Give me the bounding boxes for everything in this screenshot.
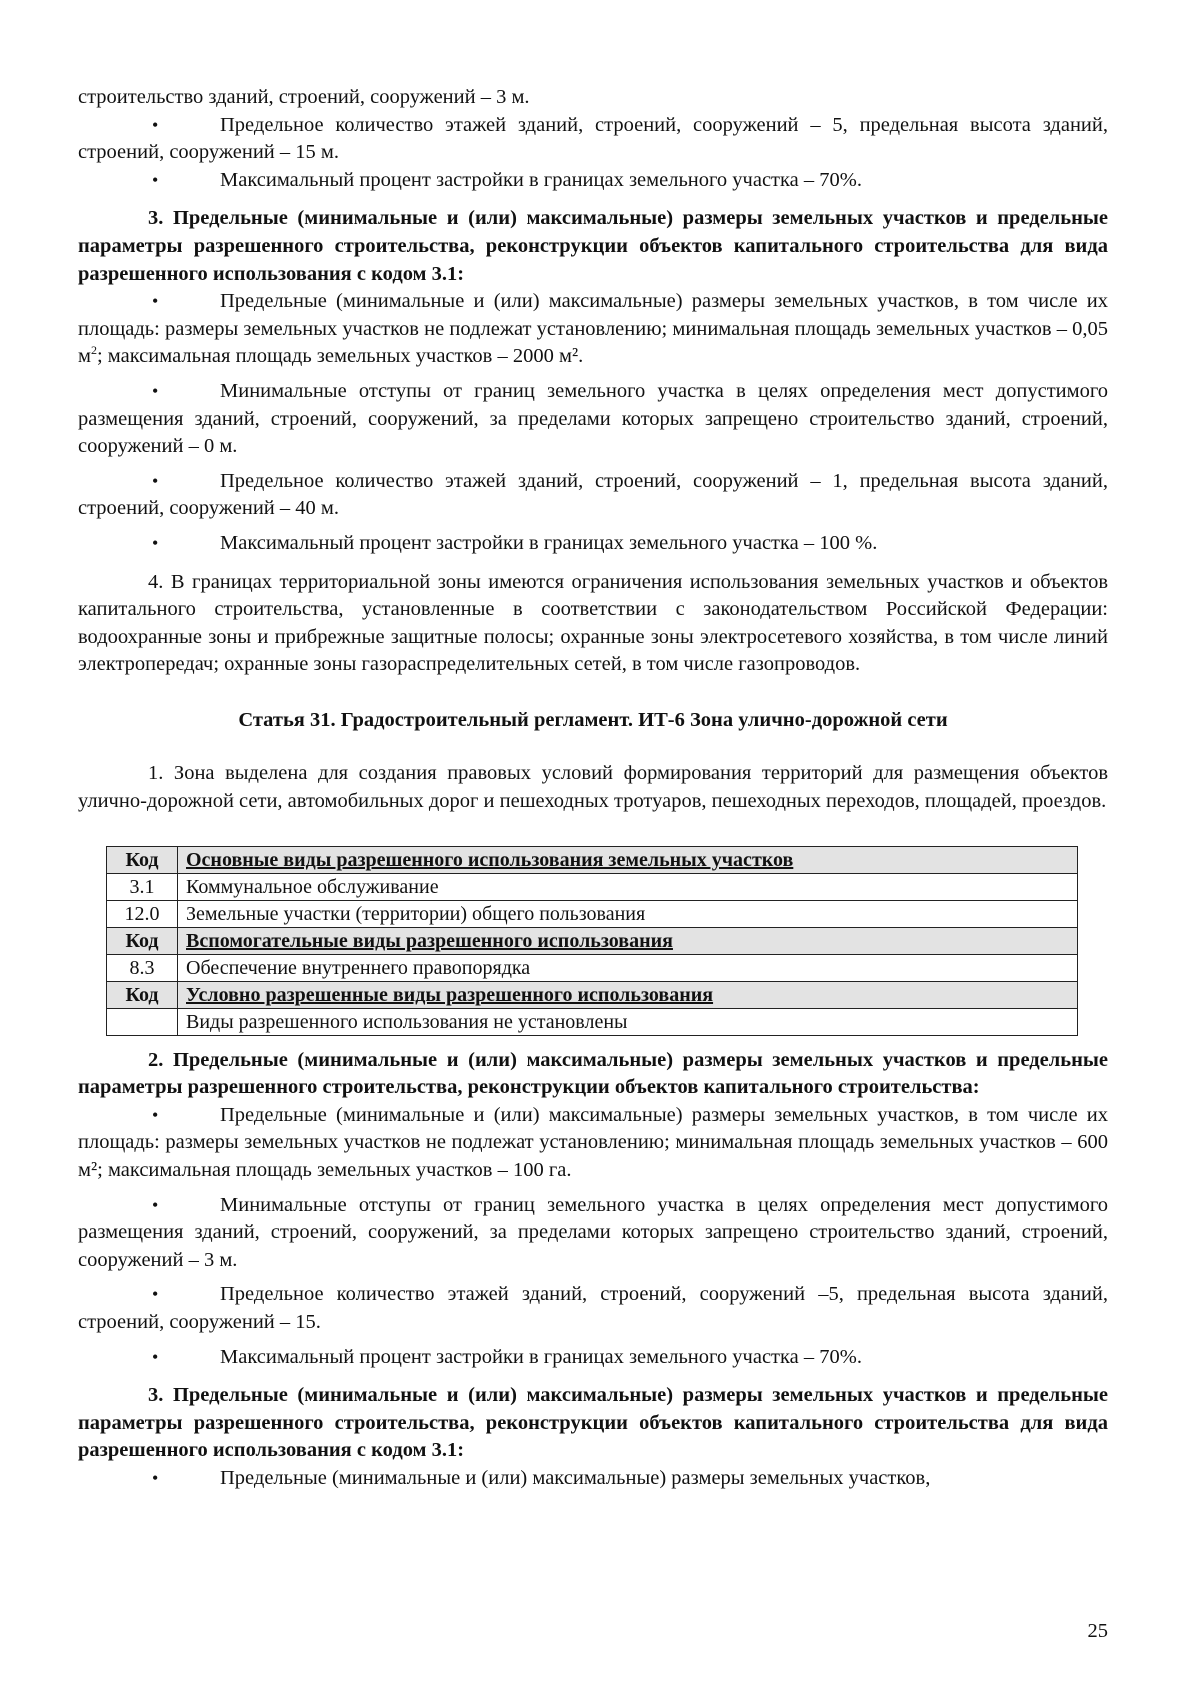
table-row	[107, 900, 1078, 927]
bullet-icon: •	[152, 1194, 159, 1215]
table-cell-text: Основные виды разрешенного использования земельных участков	[178, 846, 1078, 873]
bullet-icon: •	[152, 470, 159, 491]
table-cell-code: Код	[107, 846, 178, 873]
bullet-item: • Минимальные отступы от границ земельного участка в целях определения мест допустимого размещения зданий, строений, сооружений, за пределами которых запрещено строительство зданий, строений, сооружений – 3 м.	[78, 1193, 1108, 1271]
table-cell-code: 12.0	[107, 900, 178, 927]
continuation-line: строительство зданий, строений, сооружений – 3 м.	[78, 86, 530, 108]
section-heading: 3. Предельные (минимальные и (или) максимальные) размеры земельных участков и предельные параметры разрешенного строительства, реконструкции объектов капитального строительства для вида разрешенного использования с кодом 3.1:	[78, 207, 1108, 285]
bullet-icon: •	[152, 169, 159, 190]
article-paragraph: 1. Зона выделена для создания правовых условий формирования территорий для размещения объектов улично-дорожной сети, автомобильных дорог и пешеходных тротуаров, пешеходных переходов, площадей, проездов.	[78, 762, 1108, 813]
table-header-row	[107, 981, 1078, 1008]
table-cell-text: Виды разрешенного использования не установлены	[178, 1008, 1078, 1035]
bullet-icon: •	[152, 1284, 159, 1305]
paragraph-restrictions: 4. В границах территориальной зоны имеются ограничения использования земельных участков и объектов капитального строительства, установленные в соответствии с законодательством Российской Федерации: водоохранные зоны и прибрежные защитные полосы; охранные зоны электросетевого хозяйства, в том числе линий электропередач; охранные зоны газораспределительных сетей, в том числе газопроводов.	[78, 570, 1108, 676]
bullet-item: • Максимальный процент застройки в границах земельного участка – 70%.	[78, 167, 1108, 195]
table-cell-text: Земельные участки (территории) общего пользования	[178, 900, 1078, 927]
land-use-table	[106, 846, 1078, 1036]
bullet-item: • Максимальный процент застройки в границах земельного участка – 100 %.	[78, 530, 1108, 558]
section-heading: 3. Предельные (минимальные и (или) максимальные) размеры земельных участков и предельные параметры разрешенного строительства, реконструкции объектов капитального строительства для вида разрешенного использования с кодом 3.1:	[78, 1384, 1108, 1462]
table-row	[107, 954, 1078, 981]
bullet-icon: •	[152, 380, 159, 401]
table-cell-text: Обеспечение внутреннего правопорядка	[178, 954, 1078, 981]
bullet-icon: •	[152, 532, 159, 553]
table-cell-code: Код	[107, 927, 178, 954]
table-cell-code: 8.3	[107, 954, 178, 981]
table-cell-code: Код	[107, 981, 178, 1008]
table-row	[107, 1008, 1078, 1035]
bullet-item: • Предельное количество этажей зданий, строений, сооружений –5, предельная высота зданий, строений, сооружений – 15.	[78, 1283, 1108, 1333]
table-header-row	[107, 927, 1078, 954]
table-cell-text: Вспомогательные виды разрешенного использования	[178, 927, 1078, 954]
bullet-item: • Максимальный процент застройки в границах земельного участка – 70%.	[78, 1344, 1108, 1372]
bullet-item: • Предельные (минимальные и (или) максимальные) размеры земельных участков, в том числе их площадь: размеры земельных участков не подлежат установлению; минимальная площадь земельных участков – 0,05 $м^2$; максимальная площадь земельных участков – 2000 м².	[78, 290, 1108, 368]
table-cell-code	[107, 1008, 178, 1035]
bullet-item: • Предельное количество этажей зданий, строений, сооружений – 5, предельная высота зданий, строений, сооружений – 15 м.	[78, 113, 1108, 164]
bullet-icon: •	[152, 114, 159, 135]
table-cell-text: Условно разрешенные виды разрешенного использования	[178, 981, 1078, 1008]
bullet-icon: •	[152, 1104, 159, 1125]
bullet-icon: •	[152, 1346, 159, 1367]
bullet-item: • Предельные (минимальные и (или) максимальные) размеры земельных участков, в том числе их площадь: размеры земельных участков не подлежат установлению; минимальная площадь земельных участков – 600 м²; максимальная площадь земельных участков – 100 га.	[78, 1103, 1108, 1182]
bullet-icon: •	[152, 291, 159, 312]
page-number: 25	[1087, 1620, 1108, 1642]
table-cell-code: 3.1	[107, 873, 178, 900]
bullet-item: • Предельное количество этажей зданий, строений, сооружений – 1, предельная высота зданий, строений, сооружений – 40 м.	[78, 469, 1108, 520]
bullet-item: • Предельные (минимальные и (или) максимальные) размеры земельных участков,	[78, 1465, 1108, 1493]
bullet-icon: •	[152, 1467, 159, 1488]
article-title: Статья 31. Градостроительный регламент. ИТ-6 Зона улично-дорожной сети	[238, 708, 948, 731]
table-header-row	[107, 846, 1078, 873]
table-cell-text: Коммунальное обслуживание	[178, 873, 1078, 900]
table-row	[107, 873, 1078, 900]
bullet-item: • Минимальные отступы от границ земельного участка в целях определения мест допустимого размещения зданий, строений, сооружений, за пределами которых запрещено строительство зданий, строений, сооружений – 0 м.	[78, 379, 1108, 458]
section-heading: 2. Предельные (минимальные и (или) максимальные) размеры земельных участков и предельные параметры разрешенного строительства, реконструкции объектов капитального строительства:	[78, 1048, 1108, 1099]
